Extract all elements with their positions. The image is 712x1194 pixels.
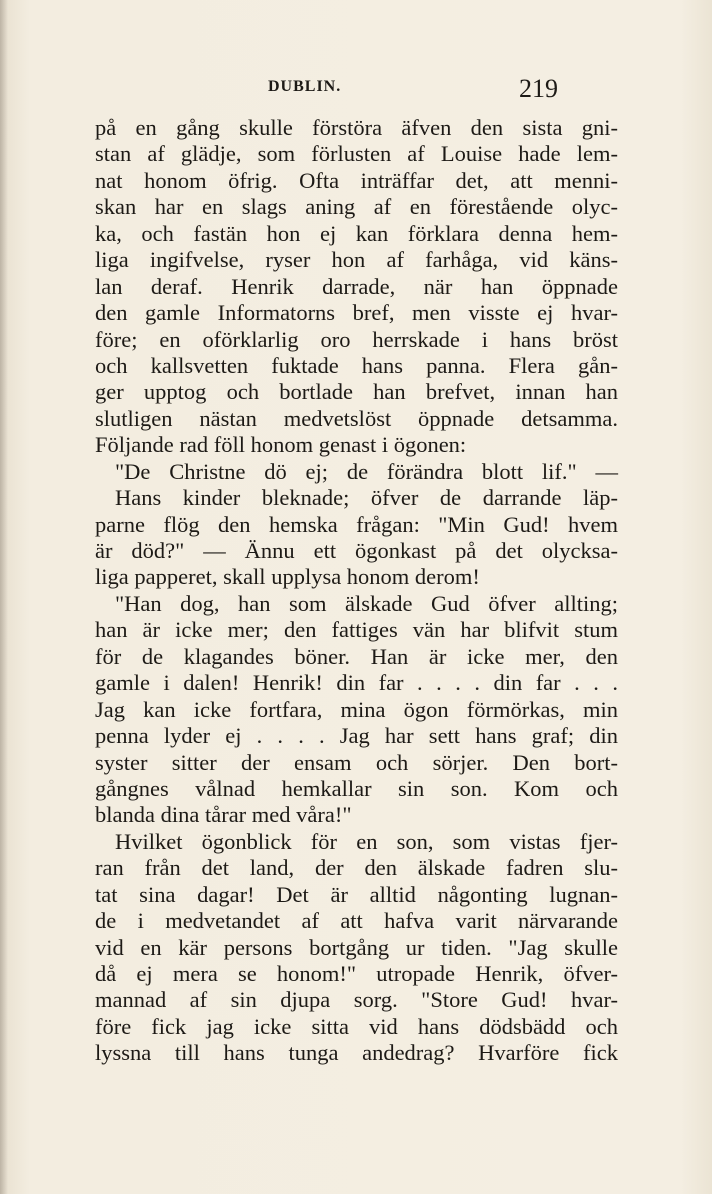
text-line: mannad af sin djupa sorg. "Store Gud! hvar- [95,987,618,1013]
text-line: Följande rad föll honom genast i ögonen: [95,432,467,458]
text-line: för de klagandes böner. Han är icke mer, den [95,643,618,669]
text-line: tat sina dagar! Det är alltid någonting lugnan- [95,881,618,907]
text-line: slutligen nästan medvetslöst öppnade detsamma. [95,405,618,431]
text-line: gångnes vålnad hemkallar sin son. Kom och [95,775,618,801]
text-line: stan af glädje, som förlusten af Louise hade lem- [95,141,618,167]
text-line: han är icke mer; den fattiges vän har blifvit stum [95,617,618,643]
text-line: gamle i dalen! Henrik! din far . . . . din far . . . [95,670,618,696]
text-line: ger upptog och bortlade han brefvet, innan han [95,379,618,405]
text-line: före; en oförklarlig oro herrskade i hans bröst [95,326,618,352]
body-text [95,115,618,1067]
text-line: skan har en slags aning af en förestående olyc- [95,194,618,220]
text-line: nat honom öfrig. Ofta inträffar det, att menni- [95,167,618,193]
text-line: på en gång skulle förstöra äfven den sista gni- [95,115,618,140]
running-head: DUBLIN. [268,78,342,95]
text-line: parne flög den hemska frågan: "Min Gud! hvem [95,511,618,537]
text-line: liga papperet, skall upplysa honom derom! [95,564,480,590]
text-line: liga ingifvelse, ryser hon af farhåga, vid käns- [95,247,618,273]
text-line: ran från det land, der den älskade fadren slu- [95,855,618,881]
text-line: ka, och fastän hon ej kan förklara denna hem- [95,220,618,246]
text-line: "De Christne dö ej; de förändra blott lif." — [115,458,618,484]
text-line: Hvilket ögonblick för en son, som vistas fjer- [115,828,618,854]
page-header [0,74,712,104]
gutter-shadow [0,0,8,1194]
text-line: Jag kan icke fortfara, mina ögon förmörkas, min [95,696,618,722]
text-line: lyssna till hans tunga andedrag? Hvarföre fick [95,1040,618,1066]
text-line: lan deraf. Henrik darrade, när han öppnade [95,273,618,299]
text-line: vid en kär persons bortgång ur tiden. "Jag skulle [95,934,618,960]
text-line: penna lyder ej . . . . Jag har sett hans graf; din [95,723,618,749]
text-line: och kallsvetten fuktade hans panna. Flera gån- [95,352,618,378]
text-line: de i medvetandet af att hafva varit närvarande [95,908,618,934]
text-line: då ej mera se honom!" utropade Henrik, öfver- [95,961,618,986]
text-line: före fick jag icke sitta vid hans dödsbädd och [95,1013,618,1039]
text-line: är död?" — Ännu ett ögonkast på det olycksa- [95,538,618,563]
text-line: blanda dina tårar med våra!" [95,802,352,828]
text-line: Hans kinder bleknade; öfver de darrande läp- [115,485,618,511]
page-number: 219 [519,74,558,103]
text-line: "Han dog, han som älskade Gud öfver allting; [115,590,618,616]
text-line: den gamle Informatorns bref, men visste ej hvar- [95,300,618,326]
text-line: syster sitter der ensam och sörjer. Den bort- [95,749,618,775]
